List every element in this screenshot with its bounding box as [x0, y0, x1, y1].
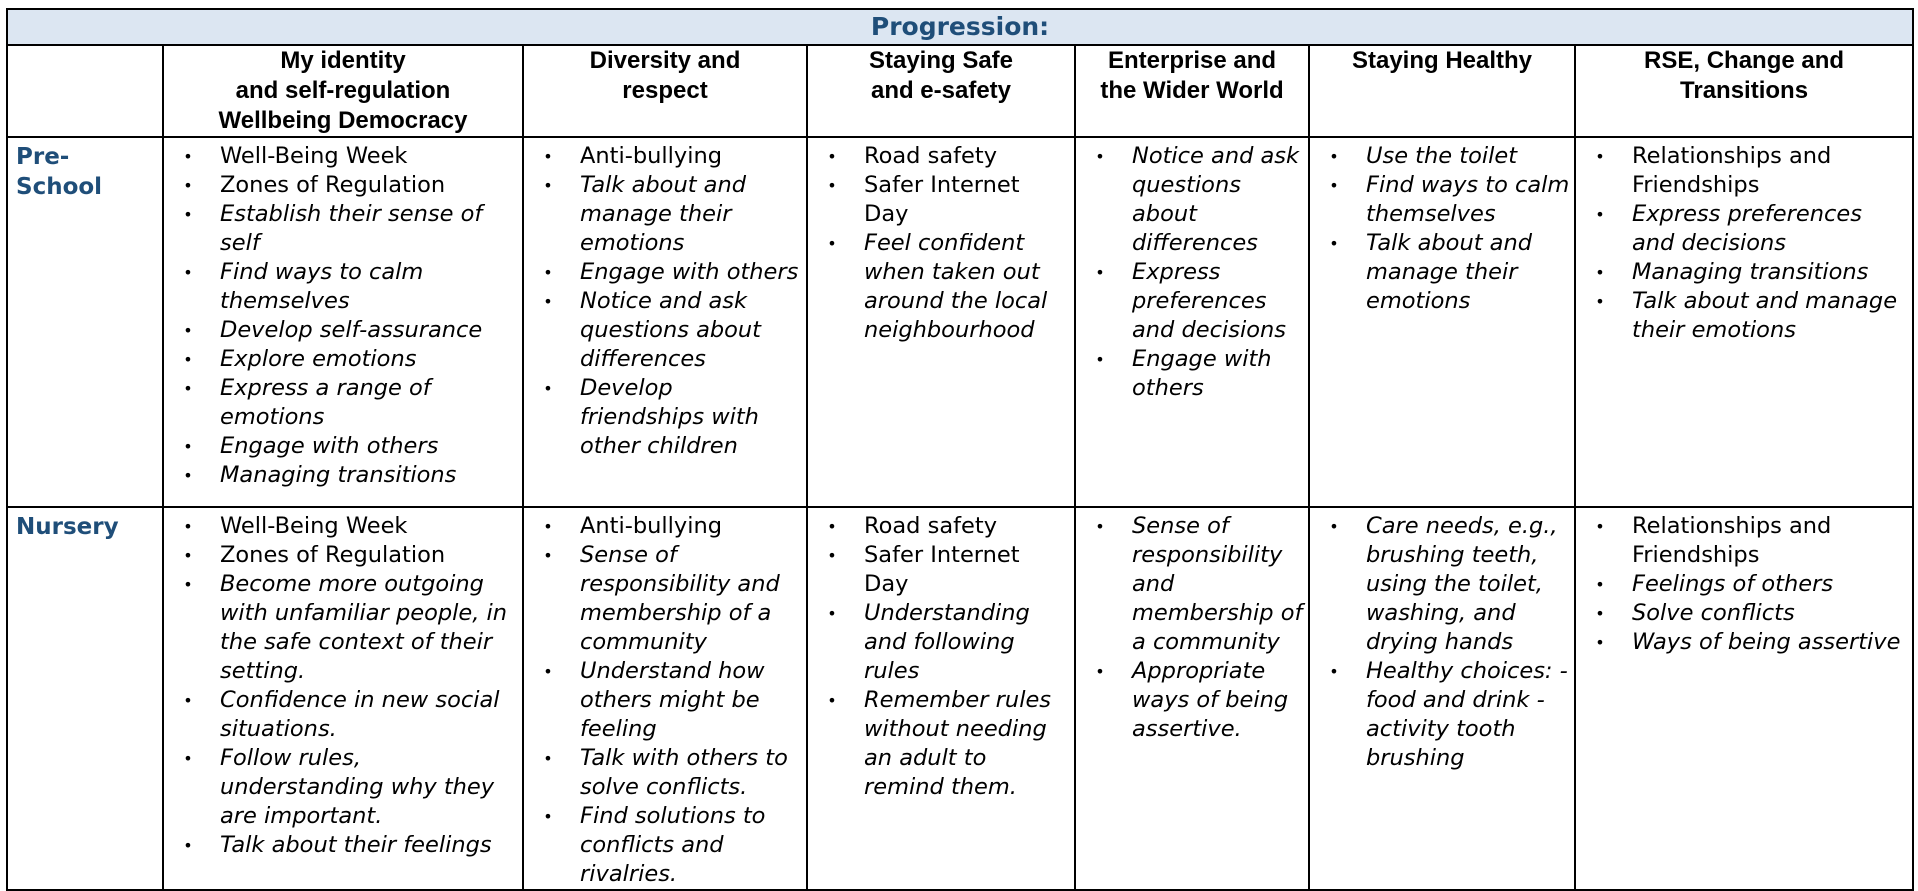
- list-item-text: Become more outgoing with unfamiliar people, in the safe context of their setting.: [220, 571, 508, 684]
- bullet-icon: •: [1095, 263, 1105, 282]
- bullet-icon: •: [183, 836, 193, 855]
- bullet-icon: •: [183, 205, 193, 224]
- bullet-icon: •: [183, 350, 193, 369]
- list-item-text: Understand how others might be feeling: [580, 658, 765, 742]
- list-item: [164, 142, 522, 171]
- list-item-text: Find ways to calm themselves: [1366, 172, 1570, 227]
- bullet-icon: •: [1595, 147, 1605, 166]
- row-label-line: Nursery: [16, 514, 119, 540]
- list-item-text: Well-Being Week: [220, 143, 408, 169]
- bullet-list: [164, 508, 522, 860]
- table-cell: [1075, 507, 1309, 890]
- bullet-icon: •: [1595, 263, 1605, 282]
- list-item: [164, 831, 522, 860]
- bullet-icon: •: [183, 176, 193, 195]
- bullet-icon: •: [183, 321, 193, 340]
- table-cell: [523, 507, 807, 890]
- bullet-icon: •: [183, 749, 193, 768]
- row-label-line: School: [16, 174, 103, 200]
- list-item: [164, 686, 522, 744]
- list-item: [808, 599, 1074, 686]
- list-item-text: Anti-bullying: [580, 143, 722, 169]
- list-item-text: Remember rules without needing an adult to remind them.: [864, 687, 1052, 800]
- list-item: [1576, 599, 1912, 628]
- list-item-text: Confidence in new social situations.: [220, 687, 500, 742]
- bullet-icon: •: [543, 546, 553, 565]
- list-item: [164, 258, 522, 316]
- list-item-text: Ways of being assertive: [1632, 629, 1901, 655]
- list-item: [164, 200, 522, 258]
- bullet-list: [524, 508, 806, 889]
- column-header: [163, 45, 523, 137]
- list-item: [1576, 142, 1912, 200]
- list-item-text: Zones of Regulation: [220, 172, 446, 198]
- bullet-icon: •: [543, 263, 553, 282]
- bullet-icon: •: [183, 517, 193, 536]
- list-item: [1576, 512, 1912, 570]
- bullet-icon: •: [543, 749, 553, 768]
- bullet-icon: •: [1329, 517, 1339, 536]
- list-item-text: Talk about and manage their emotions: [1366, 230, 1533, 314]
- list-item: [524, 512, 806, 541]
- header-line: Diversity and: [589, 47, 741, 74]
- progression-table: [6, 8, 1914, 891]
- list-item: [1076, 142, 1308, 258]
- list-item-text: Talk about and manage their emotions: [1632, 288, 1898, 343]
- list-item-text: Use the toilet: [1366, 143, 1518, 169]
- bullet-icon: •: [827, 546, 837, 565]
- bullet-icon: •: [183, 379, 193, 398]
- list-item: [1576, 628, 1912, 657]
- list-item-text: Feelings of others: [1632, 571, 1834, 597]
- list-item-text: Find solutions to conflicts and rivalries.: [580, 803, 766, 887]
- bullet-icon: •: [827, 234, 837, 253]
- bullet-icon: •: [1095, 147, 1105, 166]
- header-line: and e-safety: [870, 77, 1012, 104]
- list-item-text: Relationships and Friendships: [1632, 143, 1832, 198]
- bullet-list: [1076, 508, 1308, 744]
- table-cell: [1309, 507, 1575, 890]
- list-item: [524, 374, 806, 461]
- bullet-icon: •: [183, 546, 193, 565]
- row-label-line: Pre-: [16, 144, 70, 170]
- list-item-text: Engage with others: [1132, 346, 1272, 401]
- header-line: RSE, Change and: [1644, 47, 1845, 74]
- list-item-text: Engage with others: [220, 433, 439, 459]
- column-header: [1309, 45, 1575, 137]
- bullet-list: [1576, 508, 1912, 657]
- bullet-list: [808, 138, 1074, 345]
- list-item: [808, 541, 1074, 599]
- list-item: [1076, 657, 1308, 744]
- list-item: [808, 171, 1074, 229]
- bullet-icon: •: [1329, 147, 1339, 166]
- list-item-text: Managing transitions: [220, 462, 457, 488]
- title-row: [7, 9, 1913, 45]
- header-line: My identity: [280, 47, 406, 74]
- bullet-icon: •: [1595, 633, 1605, 652]
- list-item: [164, 374, 522, 432]
- list-item: [1076, 345, 1308, 403]
- list-item-text: Anti-bullying: [580, 513, 722, 539]
- bullet-icon: •: [543, 517, 553, 536]
- bullet-list: [1310, 138, 1574, 316]
- header-line: Staying Healthy: [1351, 47, 1533, 74]
- table-row: [7, 507, 1913, 890]
- list-item-text: Healthy choices: -food and drink - activity tooth brushing: [1366, 658, 1568, 771]
- header-line: Transitions: [1680, 77, 1809, 104]
- bullet-icon: •: [183, 691, 193, 710]
- column-header: [1075, 45, 1309, 137]
- list-item: [164, 345, 522, 374]
- list-item-text: Well-Being Week: [220, 513, 408, 539]
- bullet-icon: •: [183, 263, 193, 282]
- bullet-icon: •: [543, 147, 553, 166]
- bullet-icon: •: [183, 466, 193, 485]
- bullet-icon: •: [1595, 205, 1605, 224]
- bullet-icon: •: [543, 292, 553, 311]
- list-item: [1310, 171, 1574, 229]
- bullet-icon: •: [827, 176, 837, 195]
- list-item: [524, 287, 806, 374]
- bullet-list: [164, 138, 522, 490]
- list-item: [1576, 570, 1912, 599]
- table-cell: [163, 507, 523, 890]
- bullet-icon: •: [543, 379, 553, 398]
- bullet-icon: •: [1329, 662, 1339, 681]
- list-item-text: Talk about and manage their emotions: [580, 172, 747, 256]
- list-item-text: Road safety: [864, 513, 998, 539]
- list-item-text: Express a range of emotions: [220, 375, 431, 430]
- list-item-text: Care needs, e.g., brushing teeth, using the toilet, washing, and drying hands: [1366, 513, 1558, 655]
- list-item: [524, 258, 806, 287]
- list-item-text: Develop self-assurance: [220, 317, 483, 343]
- list-item-text: Sense of responsibility and membership of a community: [580, 542, 780, 655]
- column-header: [523, 45, 807, 137]
- list-item-text: Notice and ask questions about differences: [1132, 143, 1300, 256]
- column-header: [807, 45, 1075, 137]
- list-item: [164, 541, 522, 570]
- list-item-text: Follow rules, understanding why they are important.: [220, 745, 495, 829]
- bullet-list: [1576, 138, 1912, 345]
- list-item-text: Understanding and following rules: [864, 600, 1030, 684]
- bullet-icon: •: [1095, 517, 1105, 536]
- row-label-preschool: [7, 137, 163, 507]
- list-item-text: Talk about their feelings: [220, 832, 492, 858]
- list-item: [164, 461, 522, 490]
- list-item: [164, 512, 522, 541]
- list-item: [524, 802, 806, 889]
- list-item: [1310, 142, 1574, 171]
- list-item-text: Engage with others: [580, 259, 799, 285]
- bullet-icon: •: [827, 517, 837, 536]
- list-item: [524, 541, 806, 657]
- list-item: [524, 171, 806, 258]
- list-item-text: Safer Internet Day: [864, 542, 1020, 597]
- bullet-icon: •: [1329, 234, 1339, 253]
- table-cell: [163, 137, 523, 507]
- header-line: Wellbeing Democracy: [218, 107, 468, 134]
- table-cell: [1075, 137, 1309, 507]
- header-line: the Wider World: [1100, 77, 1284, 104]
- list-item: [164, 570, 522, 686]
- row-label-nursery: [7, 507, 163, 890]
- list-item-text: Find ways to calm themselves: [220, 259, 424, 314]
- list-item: [808, 686, 1074, 802]
- list-item-text: Establish their sense of self: [220, 201, 483, 256]
- bullet-icon: •: [543, 176, 553, 195]
- list-item: [808, 512, 1074, 541]
- list-item: [1076, 258, 1308, 345]
- header-row: [7, 45, 1913, 137]
- list-item-text: Express preferences and decisions: [1632, 201, 1862, 256]
- bullet-icon: •: [1595, 517, 1605, 536]
- list-item-text: Zones of Regulation: [220, 542, 446, 568]
- list-item: [1310, 512, 1574, 657]
- list-item-text: Develop friendships with other children: [580, 375, 759, 459]
- bullet-icon: •: [543, 662, 553, 681]
- table-title: Progression:: [7, 9, 1913, 45]
- bullet-list: [808, 508, 1074, 802]
- list-item: [808, 142, 1074, 171]
- bullet-icon: •: [183, 147, 193, 166]
- list-item: [1576, 287, 1912, 345]
- table-cell: [523, 137, 807, 507]
- header-line: and self-regulation: [235, 77, 451, 104]
- bullet-icon: •: [1595, 575, 1605, 594]
- list-item: [1076, 512, 1308, 657]
- table-cell: [1575, 507, 1913, 890]
- column-header: [1575, 45, 1913, 137]
- list-item-text: Feel confident when taken out around the local neighbourhood: [864, 230, 1048, 343]
- list-item: [164, 316, 522, 345]
- list-item-text: Appropriate ways of being assertive.: [1132, 658, 1289, 742]
- list-item: [524, 657, 806, 744]
- list-item: [1310, 229, 1574, 316]
- list-item: [1576, 258, 1912, 287]
- list-item-text: Road safety: [864, 143, 998, 169]
- bullet-icon: •: [827, 691, 837, 710]
- bullet-icon: •: [1595, 604, 1605, 623]
- list-item-text: Sense of responsibility and membership of a community: [1132, 513, 1303, 655]
- list-item-text: Talk with others to solve conflicts.: [580, 745, 788, 800]
- bullet-list: [1076, 138, 1308, 403]
- bullet-list: [524, 138, 806, 461]
- list-item-text: Express preferences and decisions: [1132, 259, 1286, 343]
- table-cell: [807, 507, 1075, 890]
- bullet-icon: •: [183, 575, 193, 594]
- bullet-icon: •: [543, 807, 553, 826]
- list-item: [164, 432, 522, 461]
- list-item-text: Notice and ask questions about differences: [580, 288, 761, 372]
- list-item-text: Solve conflicts: [1632, 600, 1795, 626]
- bullet-icon: •: [827, 604, 837, 623]
- list-item: [1576, 200, 1912, 258]
- list-item-text: Relationships and Friendships: [1632, 513, 1832, 568]
- bullet-icon: •: [1329, 176, 1339, 195]
- header-line: Enterprise and: [1107, 47, 1277, 74]
- list-item-text: Safer Internet Day: [864, 172, 1020, 227]
- header-line: Staying Safe: [868, 47, 1014, 74]
- list-item: [1310, 657, 1574, 773]
- table-cell: [1575, 137, 1913, 507]
- corner-cell: [7, 45, 163, 137]
- bullet-icon: •: [1095, 662, 1105, 681]
- list-item: [524, 744, 806, 802]
- list-item: [524, 142, 806, 171]
- bullet-icon: •: [1595, 292, 1605, 311]
- bullet-icon: •: [827, 147, 837, 166]
- list-item-text: Explore emotions: [220, 346, 417, 372]
- bullet-list: [1310, 508, 1574, 773]
- list-item: [808, 229, 1074, 345]
- list-item: [164, 171, 522, 200]
- list-item-text: Managing transitions: [1632, 259, 1869, 285]
- bullet-icon: •: [1095, 350, 1105, 369]
- table-row: [7, 137, 1913, 507]
- table-cell: [807, 137, 1075, 507]
- table-cell: [1309, 137, 1575, 507]
- bullet-icon: •: [183, 437, 193, 456]
- header-line: respect: [622, 77, 708, 104]
- list-item: [164, 744, 522, 831]
